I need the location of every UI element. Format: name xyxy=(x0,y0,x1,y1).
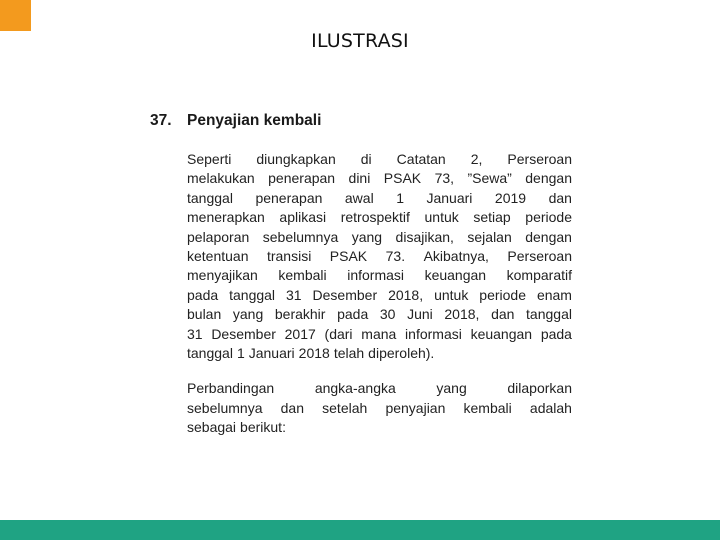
paragraph xyxy=(187,150,572,363)
text-line: 31 Desember 2017 (dari mana informasi keuangan pada xyxy=(187,325,572,342)
text-line: bulan yang berakhir pada 30 Juni 2018, dan tanggal xyxy=(187,306,572,323)
text-line: melakukan penerapan dini PSAK 73, ”Sewa” dengan xyxy=(187,170,572,187)
section-heading xyxy=(150,112,580,136)
paragraph xyxy=(187,379,572,437)
text-line: Perbandingan angka-angka yang dilaporkan xyxy=(187,380,572,397)
footer-bar xyxy=(0,520,720,540)
text-line: sebagai berikut: xyxy=(187,419,286,436)
text-line: pelaporan sebelumnya yang disajikan, sejalan dengan xyxy=(187,228,572,245)
text-line: pada tanggal 31 Desember 2018, untuk periode enam xyxy=(187,286,572,303)
text-line: tanggal 1 Januari 2018 telah diperoleh). xyxy=(187,344,435,361)
text-line: ketentuan transisi PSAK 73. Akibatnya, Perseroan xyxy=(187,247,572,264)
document-excerpt xyxy=(150,112,580,437)
section-body xyxy=(187,150,572,437)
accent-square xyxy=(0,0,31,31)
text-line: tanggal penerapan awal 1 Januari 2019 dan xyxy=(187,189,572,206)
slide-title: ILUSTRASI xyxy=(311,30,409,52)
text-line: menerapkan aplikasi retrospektif untuk setiap periode xyxy=(187,209,572,226)
text-line: sebelumnya dan setelah penyajian kembali adalah xyxy=(187,399,572,416)
section-title: Penyajian kembali xyxy=(187,112,322,129)
text-line: menyajikan kembali informasi keuangan komparatif xyxy=(187,267,572,284)
section-number: 37. xyxy=(150,112,172,129)
text-line: Seperti diungkapkan di Catatan 2, Perseroan xyxy=(187,151,572,167)
